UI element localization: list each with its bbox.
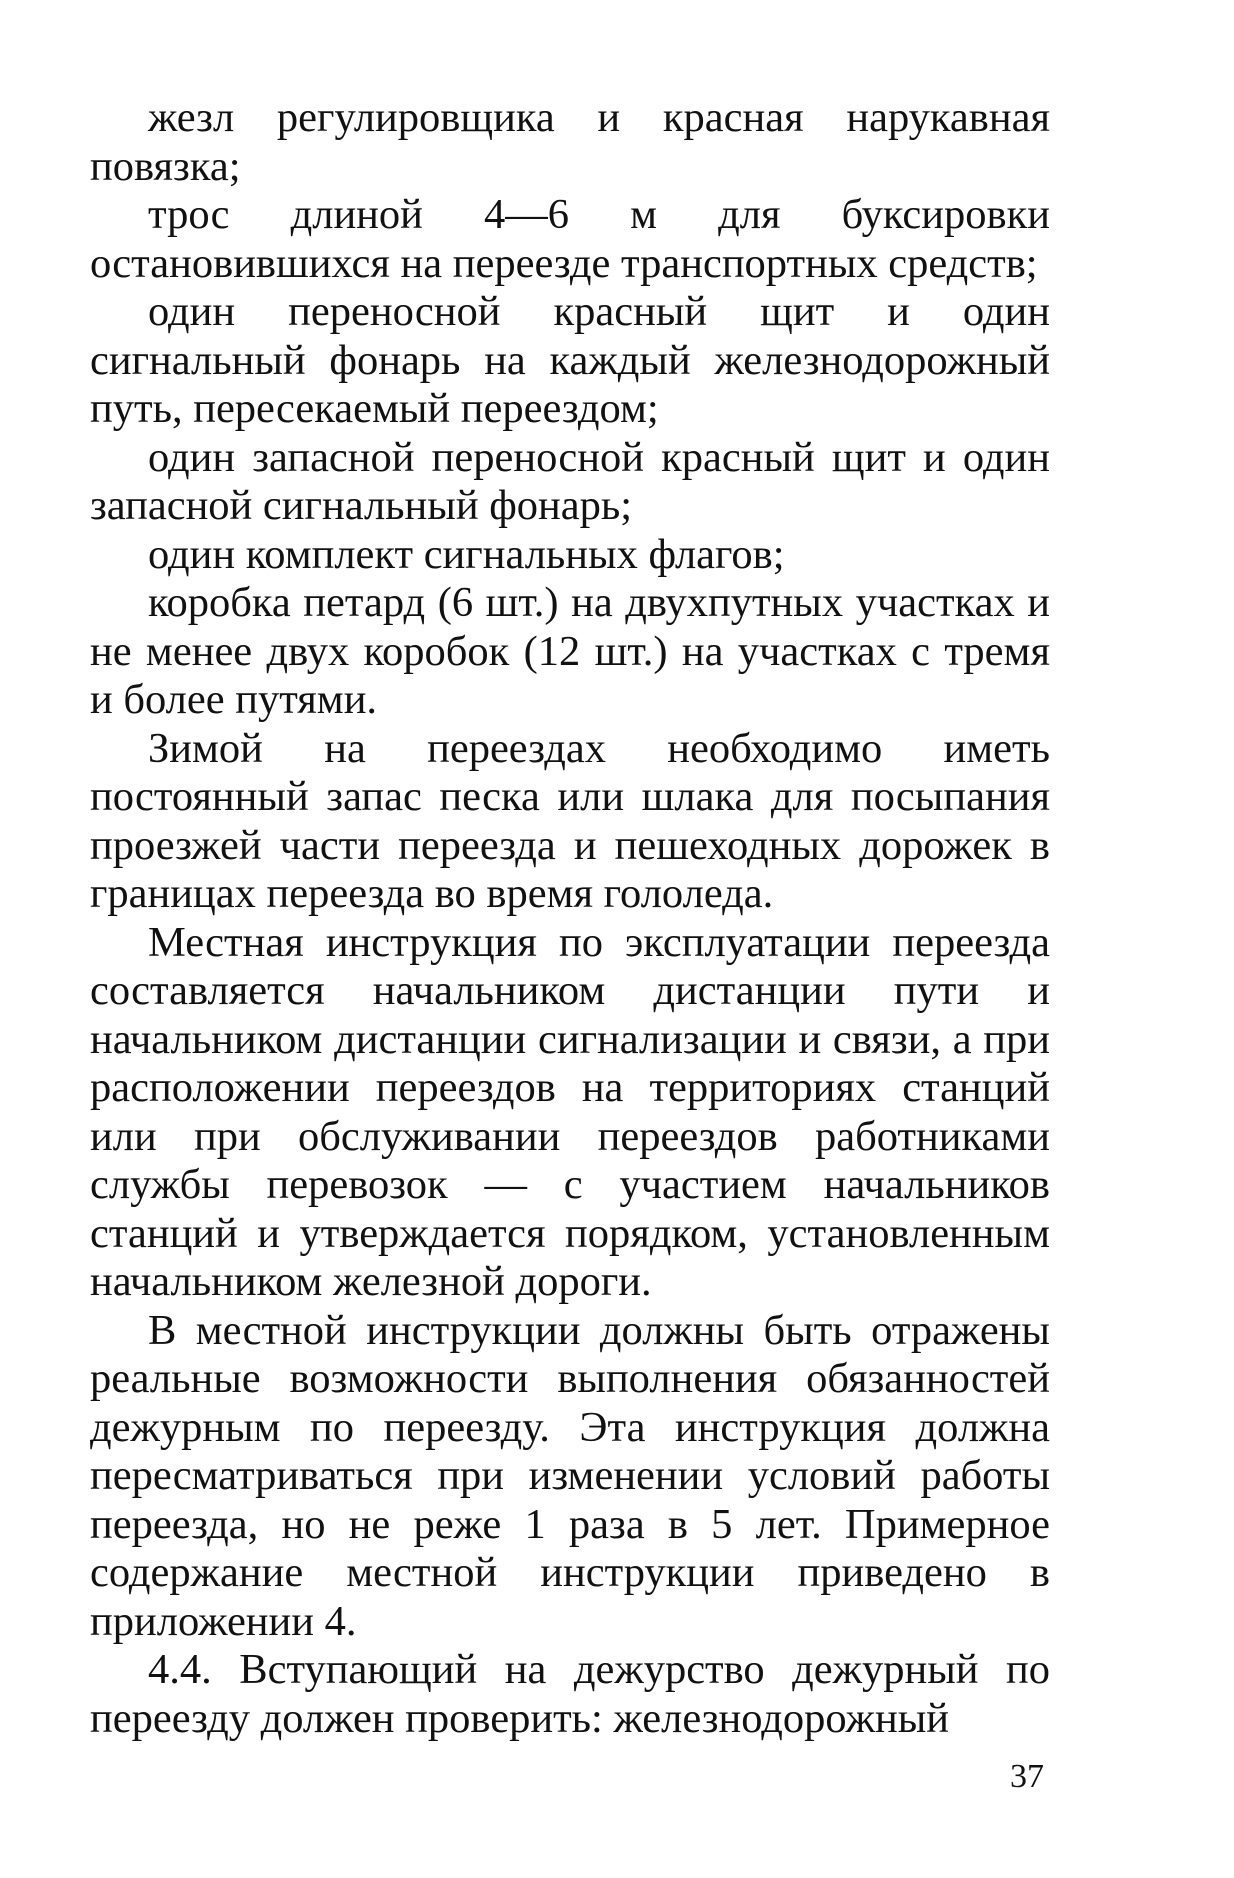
paragraph-3: один переносной красный щит и один сигнальный фонарь на каждый железнодорожный путь, пересекаемый переездом; xyxy=(90,288,1050,432)
paragraph-4: один запасной переносной красный щит и один запасной сигнальный фонарь; xyxy=(90,433,1050,529)
paragraph-5: один комплект сигнальных флагов; xyxy=(148,530,785,578)
paragraph-1: жезл регулировщика и красная нарукавная повязка; xyxy=(90,94,1050,190)
page-number: 37 xyxy=(1010,1758,1044,1795)
page-body xyxy=(90,94,1050,1743)
paragraph-8: Местная инструкция по эксплуатации переезда составляется начальником дистанции пути и начальником дистанции сигнализации и связи, а при расположении переездов на территориях станций или при обслуживании переездов работниками службы перевозок — с участием начальников станций и утверждается порядком, установленным начальником железной дороги. xyxy=(90,918,1050,1305)
paragraph-7: Зимой на переездах необходимо иметь постоянный запас песка или шлака для посыпания проезжей части переезда и пешеходных дорожек в границах переезда во время гололеда. xyxy=(90,724,1050,917)
paragraph-9: В местной инструкции должны быть отражены реальные возможности выполнения обязанностей дежурным по переезду. Эта инструкция должна пересматриваться при изменении условий работы переезда, но не реже 1 раза в 5 лет. Примерное содержание местной инструкции приведено в приложении 4. xyxy=(90,1306,1050,1645)
paragraph-10: 4.4. Вступающий на дежурство дежурный по переезду должен проверить: железнодорожный xyxy=(90,1646,1050,1742)
paragraph-2: трос длиной 4—6 м для буксировки остановившихся на переезде транспортных средств; xyxy=(90,191,1050,287)
paragraph-6: коробка петард (6 шт.) на двухпутных участках и не менее двух коробок (12 шт.) на участках с тремя и более путями. xyxy=(90,579,1050,723)
